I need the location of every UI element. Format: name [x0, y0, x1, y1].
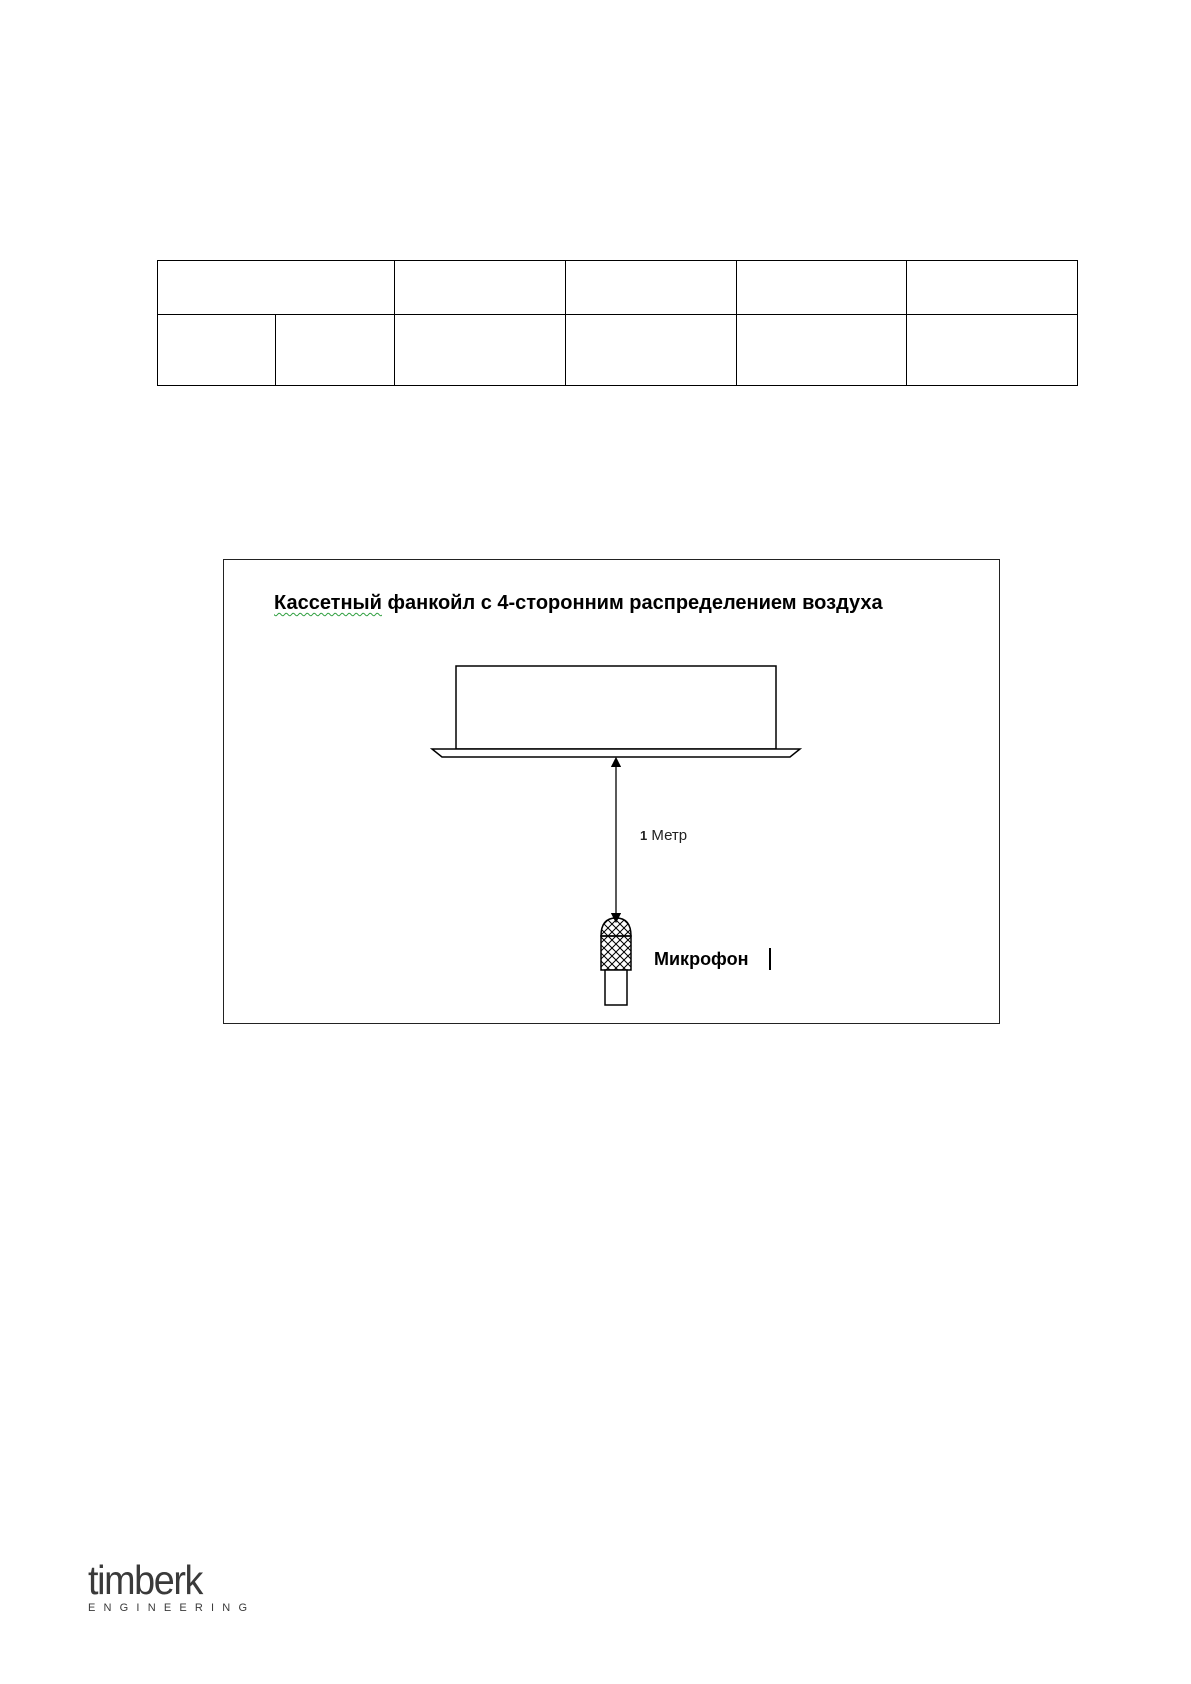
table-cell: [737, 315, 907, 386]
measurement-diagram: [223, 559, 1000, 1024]
table-cell: [566, 261, 737, 315]
logo-subtitle: ENGINEERING: [88, 1602, 256, 1614]
distance-number: 1: [640, 828, 648, 843]
table-cell: [907, 261, 1078, 315]
distance-unit: Метр: [647, 827, 688, 844]
table-row: [158, 261, 1078, 315]
microphone-icon: [601, 918, 631, 1005]
distance-label: [640, 827, 687, 844]
logo-wordmark: timberk: [88, 1557, 203, 1603]
microphone-label: Микрофон: [654, 949, 749, 969]
table-cell: [566, 315, 737, 386]
diagram-title: [274, 592, 883, 615]
table-cell: [276, 315, 395, 386]
table-cell: [395, 315, 566, 386]
timberk-logo: [88, 1557, 256, 1614]
empty-table: [157, 260, 1078, 386]
table-row: [158, 315, 1078, 386]
table-cell: [395, 261, 566, 315]
title-rest: фанкойл с 4-сторонним распределением воздуха: [381, 592, 883, 614]
table-cell: [907, 315, 1078, 386]
fancoil-unit-icon: [432, 666, 800, 757]
title-underlined-word: Кассетный: [274, 592, 382, 614]
text-cursor: [769, 948, 771, 970]
diagram-drawing: [224, 560, 1001, 1025]
table-cell: [158, 261, 395, 315]
table-cell: [158, 315, 276, 386]
table-cell: [737, 261, 907, 315]
